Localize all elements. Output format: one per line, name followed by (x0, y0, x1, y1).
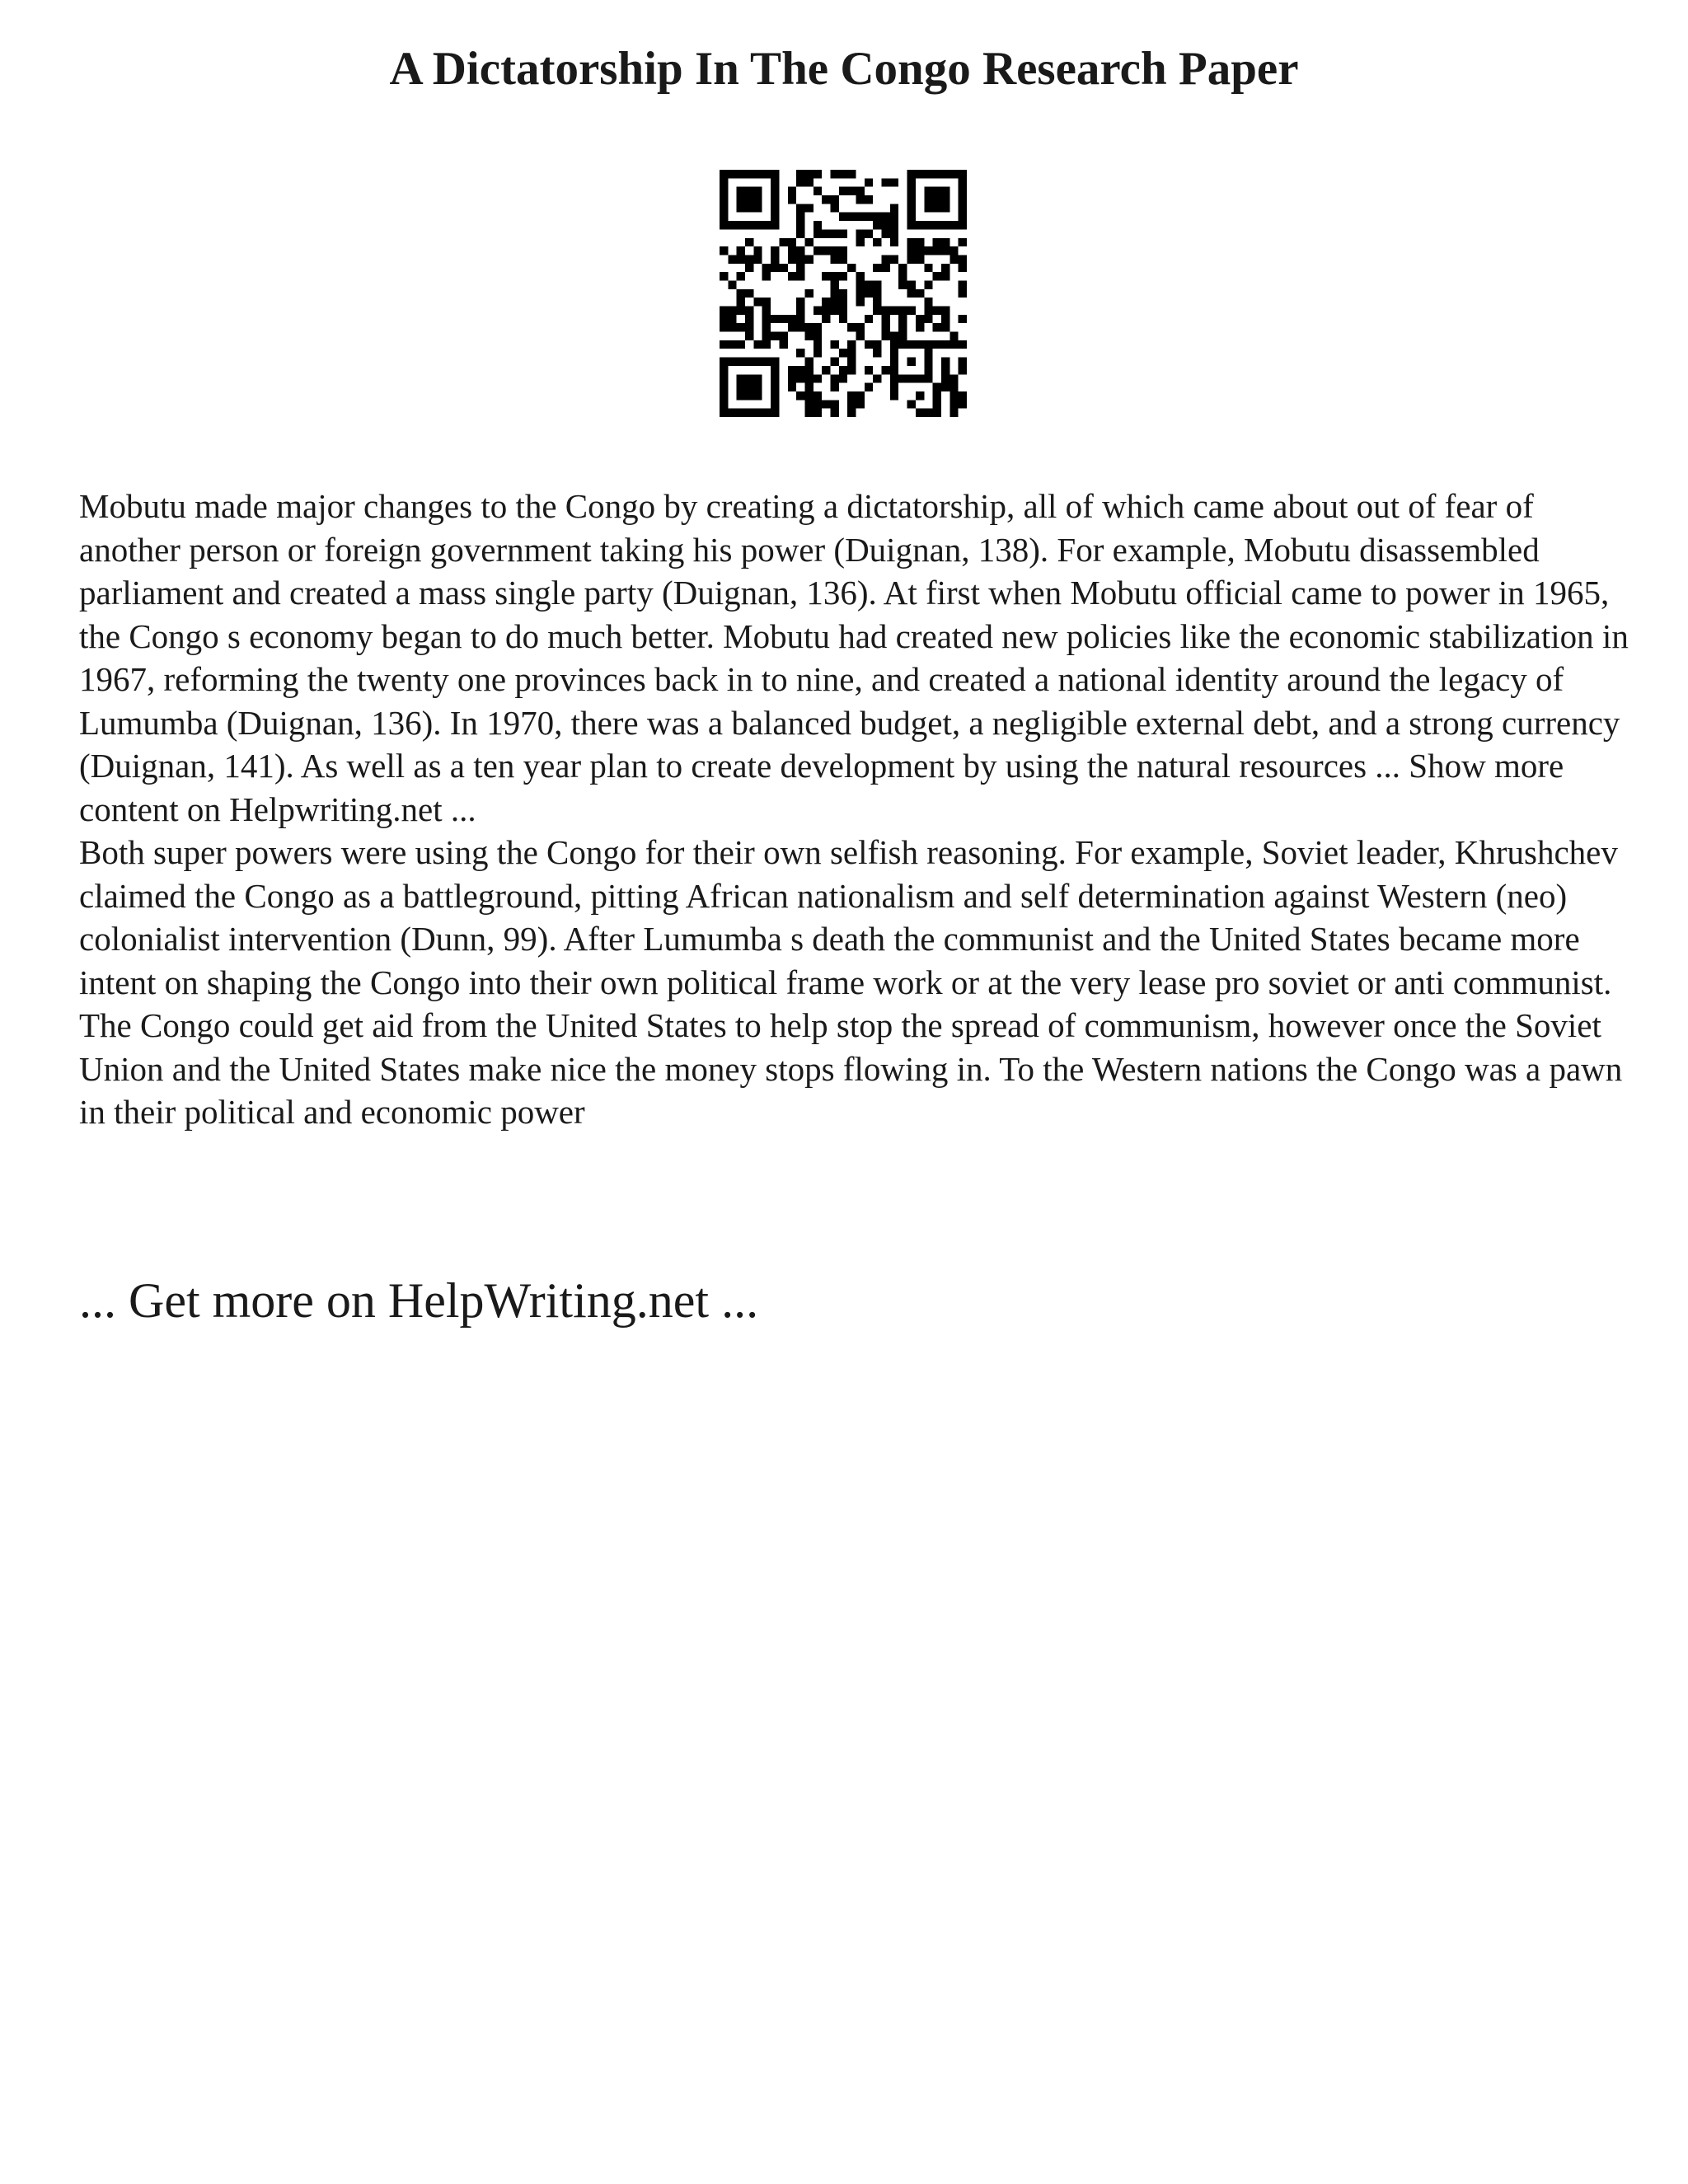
paragraph: Both super powers were using the Congo for their own selfish reasoning. For example, Soviet leader, Khrushchev claimed the Congo as a battleground, pitting African nationalism and self determination against Western (neo) colonialist intervention (Dunn, 99). After Lumumba s death the communist and the United States became more intent on shaping the Congo into their own political frame work or at the very lease pro soviet or anti communist. The Congo could get aid from the United States to help stop the spread of communism, however once the Soviet Union and the United States make nice the money stops flowing in. To the Western nations the Congo was a pawn in their political and economic power (79, 833, 1623, 1131)
qr-code-icon (720, 170, 967, 417)
get-more-link[interactable]: ... Get more on HelpWriting.net ... (79, 1273, 759, 1328)
article-body (79, 485, 1629, 1134)
paragraph: Mobutu made major changes to the Congo by creating a dictatorship, all of which came about out of fear of another person or foreign government taking his power (Duignan, 138). For example, Mobutu disassembled parliament and created a mass single party (Duignan, 136). At first when Mobutu official came to power in 1965, the Congo s economy began to do much better. Mobutu had created new policies like the economic stabilization in 1967, reforming the twenty one provinces back in to nine, and created a national identity around the legacy of Lumumba (Duignan, 136). In 1970, there was a balanced budget, a negligible external debt, and a strong currency (Duignan, 141). As well as a ten year plan to create development by using the natural resources ... Show more content on Helpwriting.net ... (79, 487, 1629, 828)
page-title: A Dictatorship In The Congo Research Paper (389, 43, 1299, 95)
